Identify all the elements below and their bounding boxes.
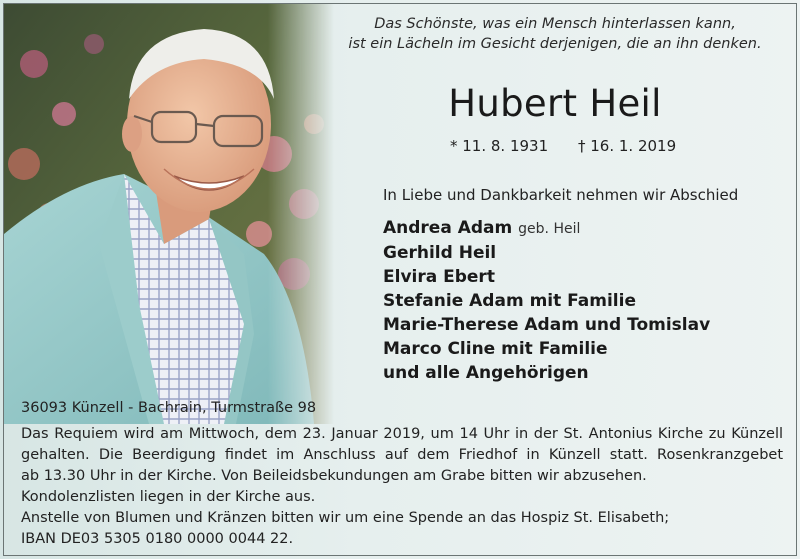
details-line: Anstelle von Blumen und Kränzen bitten wir um eine Spende an das Hospiz St. Elisabeth; — [21, 510, 670, 526]
birth-date: * 11. 8. 1931 — [450, 137, 549, 155]
portrait-illustration — [4, 4, 334, 424]
details-line: gehalten. Die Beerdigung findet im Anschluss auf dem Friedhof in Künzell statt. Rosenkranzgebet — [21, 447, 783, 463]
mourner-name: Stefanie Adam mit Familie — [383, 291, 636, 311]
details-line: ab 13.30 Uhr in der Kirche. Von Beileidsbekundungen am Grabe bitten wir abzusehen. — [21, 468, 647, 484]
mourner-item — [383, 361, 710, 385]
mourner-item — [383, 337, 710, 361]
details-line: IBAN DE03 5305 0180 0000 0044 22. — [21, 531, 294, 547]
deceased-name: Hubert Heil — [448, 82, 662, 125]
mourner-item — [383, 216, 710, 241]
mourner-item — [383, 313, 710, 337]
memorial-quote — [340, 14, 770, 54]
mourner-name: Marco Cline mit Familie — [383, 339, 608, 359]
mourner-name: Elvira Ebert — [383, 267, 495, 287]
mourner-name: Marie-Therese Adam und Tomislav — [383, 315, 711, 335]
quote-line-1: Das Schönste, was ein Mensch hinterlassen kann, — [374, 16, 736, 32]
mourner-note: geb. Heil — [518, 221, 581, 237]
death-date: † 16. 1. 2019 — [578, 137, 677, 155]
details-line: Kondolenzlisten liegen in der Kirche aus. — [21, 489, 316, 505]
mourner-name: Andrea Adam — [383, 218, 513, 238]
farewell-intro: In Liebe und Dankbarkeit nehmen wir Abschied — [383, 186, 739, 204]
mourner-list — [383, 216, 710, 385]
quote-line-2: ist ein Lächeln im Gesicht derjenigen, die an ihn denken. — [348, 36, 762, 52]
mourner-name: und alle Angehörigen — [383, 363, 589, 383]
mourner-item — [383, 265, 710, 289]
details-line: Das Requiem wird am Mittwoch, dem 23. Januar 2019, um 14 Uhr in der St. Antonius Kirche zu Künzell — [21, 426, 783, 442]
mourner-item — [383, 241, 710, 265]
mourner-item — [383, 289, 710, 313]
funeral-details — [21, 424, 783, 550]
family-address: 36093 Künzell - Bachrain, Turmstraße 98 — [21, 400, 317, 416]
portrait-photo — [4, 4, 334, 424]
ear — [122, 116, 142, 152]
mourner-name: Gerhild Heil — [383, 243, 497, 263]
